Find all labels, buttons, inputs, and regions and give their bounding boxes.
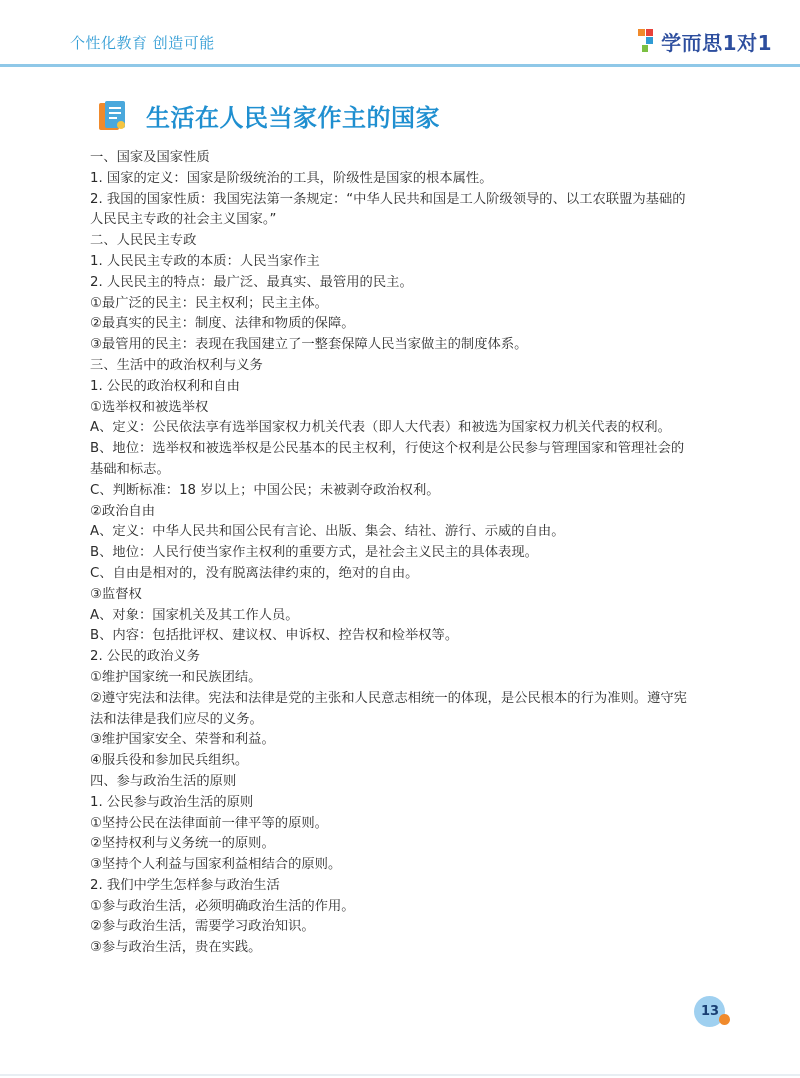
- page-number: 13: [700, 1004, 720, 1019]
- brand-name: 学而思1对1: [661, 30, 772, 55]
- text-line: ③参与政治生活，贵在实践。: [90, 940, 262, 956]
- text-line: ④服兵役和参加民兵组织。: [90, 753, 249, 769]
- text-line: C、自由是相对的，没有脱离法律约束的，绝对的自由。: [90, 565, 419, 581]
- text-line: B、内容：包括批评权、建议权、申诉权、控告权和检举权等。: [90, 628, 459, 644]
- text-line: ③监督权: [90, 586, 142, 602]
- text-line: ②遵守宪法和法律。宪法和法律是党的主张和人民意志相统一的体现，是公民根本的行为准则。遵守宪: [90, 690, 687, 706]
- text-line: 1. 人民民主专政的本质：人民当家作主: [90, 253, 320, 269]
- text-line: 2. 人民民主的特点：最广泛、最真实、最管用的民主。: [90, 274, 413, 290]
- brand-logo: [637, 26, 772, 56]
- text-line: A、定义：公民依法享有选举国家权力机关代表（即人大代表）和被选为国家权力机关代表的权利。: [90, 420, 671, 436]
- text-line: 2. 我国的国家性质：我国宪法第一条规定：“中华人民共和国是工人阶级领导的、以工农联盟为基础的: [90, 191, 686, 207]
- text-line: B、地位：选举权和被选举权是公民基本的民主权利，行使这个权利是公民参与管理国家和管理社会的: [90, 441, 685, 457]
- page-title: 生活在人民当家作主的国家: [146, 104, 440, 132]
- text-line: 基础和标志。: [90, 461, 170, 477]
- text-line: ①最广泛的民主：民主权利；民主主体。: [90, 295, 328, 311]
- text-line: 1. 公民的政治权利和自由: [90, 378, 240, 394]
- text-line: ③最管用的民主：表现在我国建立了一整套保障人民当家做主的制度体系。: [90, 337, 528, 353]
- page-header: [0, 0, 800, 66]
- text-line: ②最真实的民主：制度、法律和物质的保障。: [90, 316, 355, 332]
- text-line: 2. 我们中学生怎样参与政治生活: [90, 877, 280, 893]
- text-line: ②政治自由: [90, 503, 156, 519]
- heading-line: 一、国家及国家性质: [90, 150, 210, 165]
- header-divider: [0, 64, 800, 67]
- text-line: ③坚持个人利益与国家利益相结合的原则。: [90, 857, 342, 873]
- heading-line: 三、生活中的政治权利与义务: [90, 357, 263, 373]
- text-line: 法和法律是我们应尽的义务。: [90, 711, 263, 727]
- text-line: ②坚持权利与义务统一的原则。: [90, 836, 275, 852]
- heading-line: 二、人民民主专政: [90, 233, 197, 249]
- text-line: B、地位：人民行使当家作主权利的重要方式，是社会主义民主的具体表现。: [90, 545, 538, 561]
- text-line: C、判断标准：18 岁以上；中国公民；未被剥夺政治权利。: [90, 482, 440, 498]
- text-line: ①坚持公民在法律面前一律平等的原则。: [90, 815, 328, 831]
- content-body: [90, 148, 716, 959]
- text-line: 人民民主专政的社会主义国家。”: [90, 212, 277, 228]
- text-line: 1. 国家的定义：国家是阶级统治的工具，阶级性是国家的根本属性。: [90, 170, 493, 186]
- page-number-badge: [694, 996, 734, 1030]
- text-line: ①选举权和被选举权: [90, 399, 209, 415]
- document-icon: [98, 100, 128, 132]
- brand-mark-icon: [637, 28, 655, 54]
- text-line: ①参与政治生活，必须明确政治生活的作用。: [90, 898, 355, 914]
- text-line: 1. 公民参与政治生活的原则: [90, 794, 254, 810]
- section-title: [98, 98, 440, 133]
- text-line: ③维护国家安全、荣誉和利益。: [90, 732, 275, 748]
- heading-line: 四、参与政治生活的原则: [90, 773, 237, 789]
- header-slogan: 个性化教育 创造可能: [70, 34, 215, 52]
- text-line: A、对象：国家机关及其工作人员。: [90, 607, 299, 623]
- text-line: A、定义：中华人民共和国公民有言论、出版、集会、结社、游行、示威的自由。: [90, 524, 565, 540]
- text-line: ①维护国家统一和民族团结。: [90, 669, 262, 685]
- footer-divider: [0, 1074, 800, 1076]
- text-line: ②参与政治生活，需要学习政治知识。: [90, 919, 315, 935]
- text-line: 2. 公民的政治义务: [90, 649, 200, 665]
